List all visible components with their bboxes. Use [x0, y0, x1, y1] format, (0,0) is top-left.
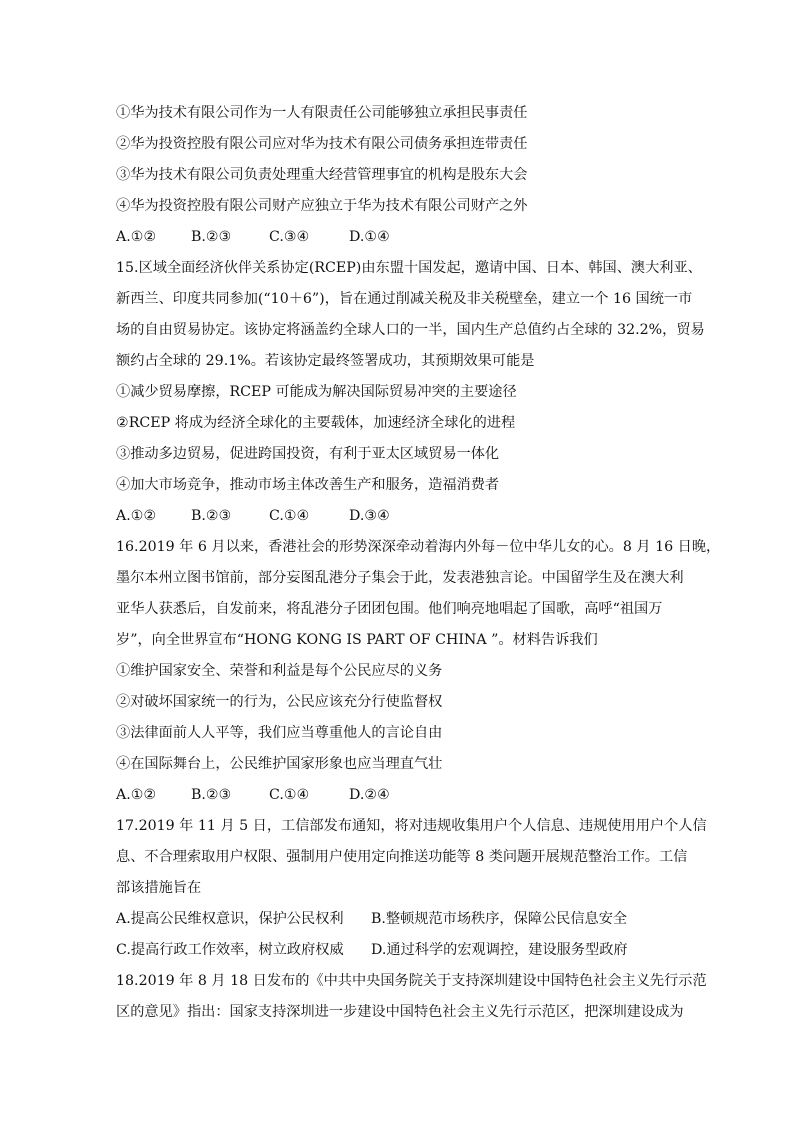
q14-choice-a: A.①②	[116, 229, 157, 245]
q17-choice-a: A.提高公民维权意识，保护公民权利	[116, 911, 344, 927]
q16-statement-1: ①维护国家安全、荣誉和利益是每个公民应尽的义务	[116, 663, 443, 679]
q17-choices-row-1	[116, 909, 627, 929]
q15-stem-line-3: 场的自由贸易协定。该协定将涵盖约全球人口的一半，国内生产总值约占全球的 32.2%，贸易	[116, 322, 705, 338]
q16-choice-c: C.①④	[269, 787, 310, 803]
q17-choices-row-2	[116, 940, 628, 960]
q15-statement-2: ②RCEP 将成为经济全球化的主要载体，加速经济全球化的进程	[116, 415, 516, 431]
q15-choice-a: A.①②	[116, 508, 157, 524]
q15-statement-4: ④加大市场竞争，推动市场主体改善生产和服务，造福消费者	[116, 477, 500, 493]
q17-stem-line-3: 部该措施旨在	[116, 880, 202, 896]
q14-statement-1: ①华为技术有限公司作为一人有限责任公司能够独立承担民事责任	[116, 105, 528, 121]
q15-stem-line-4: 额约占全球的 29.1%。若该协定最终签署成功，其预期效果可能是	[116, 353, 535, 369]
q17-choice-d: D.通过科学的宏观调控，建设服务型政府	[371, 942, 628, 958]
q15-choice-c: C.①④	[269, 508, 310, 524]
q16-statement-2: ②对破坏国家统一的行为，公民应该充分行使监督权	[116, 694, 443, 710]
q16-choice-a: A.①②	[116, 787, 157, 803]
q14-statement-3: ③华为技术有限公司负责处理重大经营管理事宜的机构是股东大会	[116, 167, 528, 183]
q15-choice-b: B.②③	[191, 508, 232, 524]
q16-statement-4: ④在国际舞台上，公民维护国家形象也应当理直气壮	[116, 756, 443, 772]
q16-stem-line-2: 墨尔本州立图书馆前，部分妄图乱港分子集会于此，发表港独言论。中国留学生及在澳大利	[116, 570, 684, 586]
q16-choices	[116, 785, 390, 805]
q14-choice-b: B.②③	[191, 229, 232, 245]
q17-choice-c: C.提高行政工作效率，树立政府权威	[116, 942, 344, 958]
q16-statement-3: ③法律面前人人平等，我们应当尊重他人的言论自由	[116, 725, 443, 741]
q15-choices	[116, 506, 390, 526]
q16-choice-d: D.②④	[349, 787, 390, 803]
q14-choices	[116, 227, 390, 247]
q14-statement-4: ④华为投资控股有限公司财产应独立于华为技术有限公司财产之外	[116, 198, 528, 214]
q16-stem-line-3: 亚华人获悉后，自发前来，将乱港分子团团包围。他们响亮地唱起了国歌，高呼“祖国万	[116, 601, 663, 617]
q18-stem-line-2: 区的意见》指出：国家支持深圳进一步建设中国特色社会主义先行示范区，把深圳建设成为	[116, 1004, 684, 1020]
q15-statement-3: ③推动多边贸易，促进跨国投资，有利于亚太区域贸易一体化	[116, 446, 500, 462]
q14-statement-2: ②华为投资控股有限公司应对华为技术有限公司债务承担连带责任	[116, 136, 528, 152]
q18-stem-line-1: 18.2019 年 8 月 18 日发布的《中共中央国务院关于支持深圳建设中国特色社会主义先行示范	[116, 973, 707, 989]
q15-statement-1: ①减少贸易摩擦，RCEP 可能成为解决国际贸易冲突的主要途径	[116, 384, 517, 400]
q17-stem-line-2: 息、不合理索取用户权限、强制用户使用定向推送功能等 8 类问题开展规范整治工作。工信	[116, 849, 688, 865]
q14-choice-c: C.③④	[269, 229, 310, 245]
q15-stem-line-2: 新西兰、印度共同参加(“10＋6”)，旨在通过削减关税及非关税壁垒，建立一个 16 国统一市	[116, 291, 693, 307]
q17-stem-line-1: 17.2019 年 11 月 5 日，工信部发布通知，将对违规收集用户个人信息、违规使用用户个人信	[116, 818, 707, 834]
q16-stem-line-4: 岁”，向全世界宣布“HONG KONG IS PART OF CHINA ”。材料告诉我们	[116, 632, 598, 648]
q15-choice-d: D.③④	[349, 508, 390, 524]
q17-choice-b: B.整顿规范市场秩序，保障公民信息安全	[371, 911, 628, 927]
q16-stem-line-1: 16.2019 年 6 月以来，香港社会的形势深深牵动着海内外每－位中华儿女的心。8 月 16 日晚，	[116, 539, 721, 555]
q16-choice-b: B.②③	[191, 787, 232, 803]
q14-choice-d: D.①④	[349, 229, 390, 245]
q15-stem-line-1: 15.区域全面经济伙伴关系协定(RCEP)由东盟十国发起，邀请中国、日本、韩国、澳大利亚、	[116, 260, 702, 276]
